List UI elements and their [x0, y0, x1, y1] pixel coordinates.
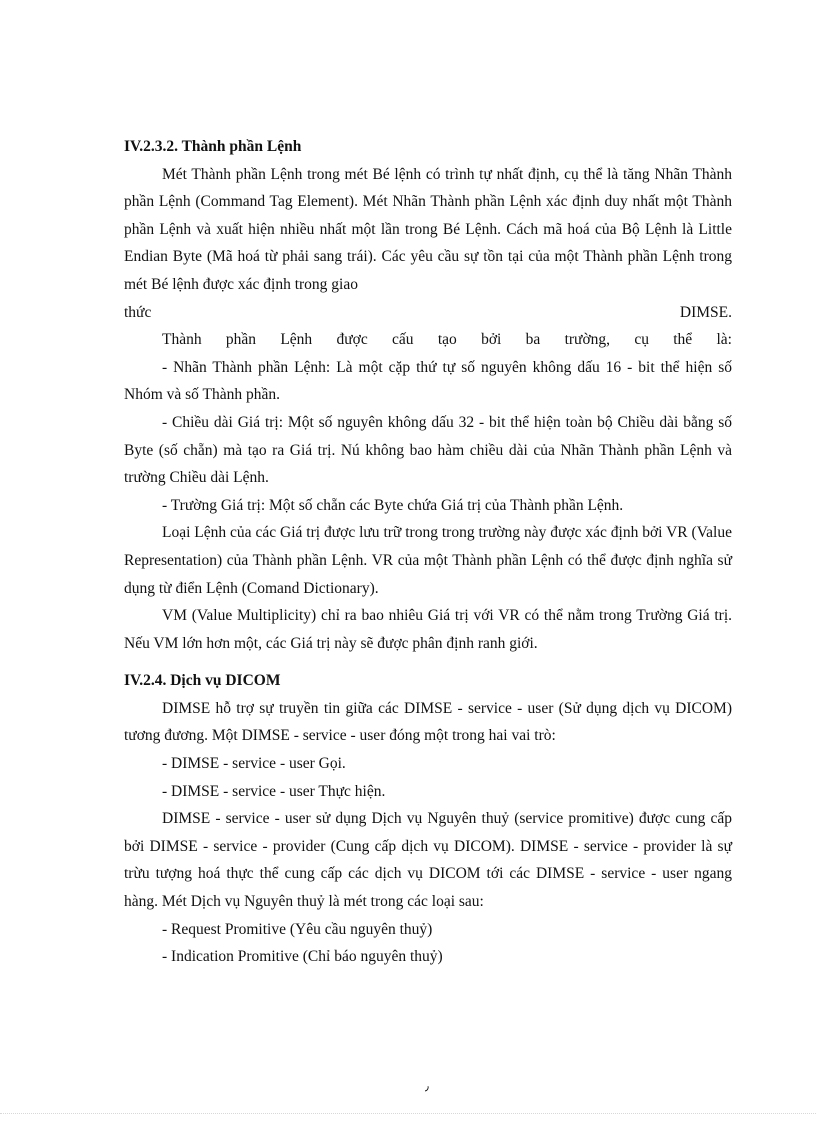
section-heading-command-element: IV.2.3.2. Thành phần Lệnh: [124, 138, 302, 155]
paragraph-dimse-intro: DIMSE hỗ trợ sự truyền tin giữa các DIMSE - service - user (Sử dụng dịch vụ DICOM) tương đương. Một DIMSE - service - user đóng một trong hai vai trò:: [124, 699, 732, 745]
paragraph-text: Mét Thành phần Lệnh trong mét Bé lệnh có trình tự nhất định, cụ thể là tăng Nhãn Thành phần Lệnh (Command Tag Element). Mét Nhãn Thành phần Lệnh xác định duy nhất một Thành phần Lệnh và xuất hiện nhiều nhất một lần trong Bé Lệnh. Cách mã hoá của Bộ Lệnh là Little Endian Byte (Mã hoá từ phải sang trái). Các yêu cầu sự tồn tại của một Thành phần Lệnh trong mét Bé lệnh được xác định trong giao: [124, 165, 732, 293]
list-item-indication-primitive: - Indication Promitive (Chỉ báo nguyên thuỷ): [162, 948, 443, 966]
list-item-performing-role: - DIMSE - service - user Thực hiện.: [162, 782, 386, 800]
paragraph-value-multiplicity: VM (Value Multiplicity) chỉ ra bao nhiêu Giá trị với VR có thể nằm trong Trường Giá trị. Nếu VM lớn hơn một, các Giá trị này sẽ được phân định ranh giới.: [124, 607, 732, 652]
paragraph-value-field: - Trường Giá trị: Một số chẵn các Byte chứa Giá trị của Thành phần Lệnh.: [162, 496, 624, 514]
paragraph-service-primitives: DIMSE - service - user sử dụng Dịch vụ Nguyên thuỷ (service promitive) được cung cấp bởi DIMSE - service - provider (Cung cấp dịch vụ DICOM). DIMSE - service - provider là sự trừu tượng hoá thực thể cung cấp các dịch vụ DICOM tới các DIMSE - service - user ngang hàng. Mét Dịch vụ Nguyên thuỷ là mét trong các loại sau:: [124, 810, 732, 911]
section-heading-dicom-services: IV.2.4. Dịch vụ DICOM: [124, 672, 281, 690]
paragraph-command-element-intro: [124, 161, 732, 327]
list-item-invoking-role: - DIMSE - service - user Gọi.: [162, 755, 346, 773]
page-bottom-divider: [0, 1113, 816, 1114]
page-footer-mark: ٫: [425, 1079, 429, 1093]
paragraph-length-field: - Chiều dài Giá trị: Một số nguyên không dấu 32 - bit thể hiện toàn bộ Chiều dài bằng số Byte (số chẵn) mà tạo ra Giá trị. Nú không bao hàm chiều dài của Nhãn Thành phần Lệnh và trường Chiều dài Lệnh.: [124, 413, 732, 487]
list-item-request-primitive: - Request Promitive (Yêu cầu nguyên thuỷ): [162, 920, 433, 938]
page-content: [124, 133, 732, 971]
paragraph-tag-field: - Nhãn Thành phần Lệnh: Là một cặp thứ tự số nguyên không dấu 16 - bit thể hiện số Nhóm và số Thành phần.: [124, 358, 732, 404]
paragraph-value-representation: Loại Lệnh của các Giá trị được lưu trữ trong trong trường này được xác định bởi VR (Value Representation) của Thành phần Lệnh. VR của một Thành phần Lệnh có thể được định nghĩa sử dụng từ điển Lệnh (Comand Dictionary).: [124, 524, 732, 597]
paragraph-last-line: [124, 299, 732, 327]
paragraph-last-line-right: DIMSE.: [679, 303, 732, 321]
paragraph-last-line-left: thức: [124, 303, 152, 321]
paragraph-fields-intro: Thành phần Lệnh được cấu tạo bởi ba trường, cụ thể là:: [162, 331, 732, 349]
